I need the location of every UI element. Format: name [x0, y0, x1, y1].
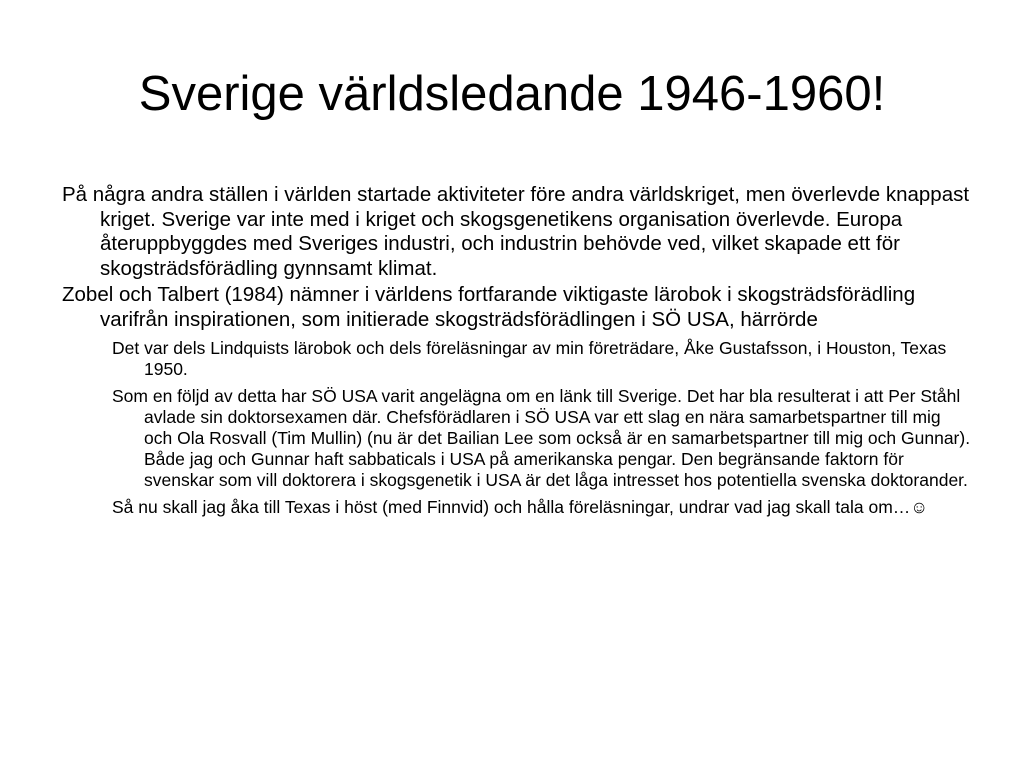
bullet-paragraph-1: På några andra ställen i världen startade aktiviteter före andra världskriget, men överlevde knappast kriget. Sverige var inte med i kriget och skogsgenetikens organisation överlevde. Europa återuppbyggdes med Sveriges industri, och industrin behövde ved, vilket skapade ett för skogsträdsförädling gynnsamt klimat.	[62, 183, 970, 280]
sub-bullet-paragraph-1: Det var dels Lindquists lärobok och dels föreläsningar av min företrädare, Åke Gustafsson, i Houston, Texas 1950.	[112, 338, 947, 379]
sub-bullet-paragraph-3: Så nu skall jag åka till Texas i höst (med Finnvid) och hålla föreläsningar, undrar vad jag skall tala om…☺	[112, 497, 929, 517]
sub-bullet-paragraph-2: Som en följd av detta har SÖ USA varit angelägna om en länk till Sverige. Det har bla resulterat i att Per Ståhl avlade sin doktorsexamen där. Chefsförädlaren i SÖ USA var ett slag en nära samarbetspartner till mig och Ola Rosvall (Tim Mullin) (nu är det Bailian Lee som också är en samarbetspartner till mig och Gunnar). Både jag och Gunnar haft sabbaticals i USA på amerikanska pengar. Den begränsande faktorn för svenskar som vill doktorera i skogsgenetik i USA är det låga intresset hos potentiella svenska doktorander.	[112, 386, 971, 490]
bullet-paragraph-2: Zobel och Talbert (1984) nämner i världens fortfarande viktigaste lärobok i skogsträdsförädling varifrån inspirationen, som initierade skogsträdsförädlingen i SÖ USA, härrörde	[62, 283, 916, 331]
slide-title: Sverige världsledande 1946-1960!	[138, 67, 886, 121]
slide-body	[62, 183, 972, 518]
